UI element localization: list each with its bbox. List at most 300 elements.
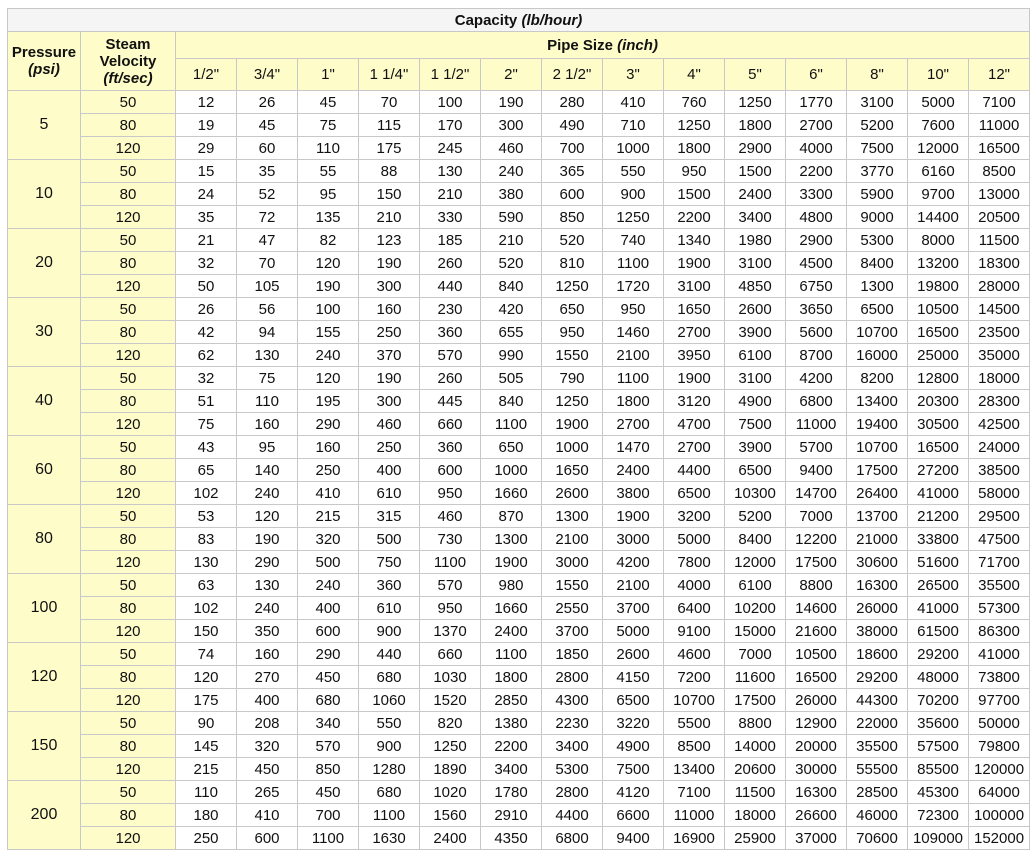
capacity-cell: 740 <box>603 229 664 252</box>
capacity-cell: 2600 <box>603 643 664 666</box>
table-row <box>8 459 1030 482</box>
capacity-cell: 10500 <box>786 643 847 666</box>
capacity-cell: 2910 <box>481 804 542 827</box>
capacity-cell: 79800 <box>969 735 1030 758</box>
table-title <box>8 9 1030 32</box>
capacity-cell: 1900 <box>603 505 664 528</box>
capacity-cell: 19 <box>176 114 237 137</box>
capacity-cell: 9000 <box>847 206 908 229</box>
capacity-cell: 12900 <box>786 712 847 735</box>
capacity-cell: 790 <box>542 367 603 390</box>
capacity-cell: 500 <box>298 551 359 574</box>
table-row <box>8 160 1030 183</box>
capacity-cell: 450 <box>298 781 359 804</box>
capacity-cell: 850 <box>542 206 603 229</box>
capacity-cell: 190 <box>237 528 298 551</box>
capacity-cell: 41000 <box>908 482 969 505</box>
capacity-cell: 160 <box>298 436 359 459</box>
velocity-cell: 80 <box>81 114 176 137</box>
capacity-cell: 7500 <box>603 758 664 781</box>
capacity-cell: 120 <box>176 666 237 689</box>
capacity-cell: 5900 <box>847 183 908 206</box>
capacity-cell: 600 <box>298 620 359 643</box>
capacity-cell: 1460 <box>603 321 664 344</box>
capacity-cell: 2850 <box>481 689 542 712</box>
capacity-cell: 13400 <box>664 758 725 781</box>
capacity-cell: 21000 <box>847 528 908 551</box>
capacity-cell: 83 <box>176 528 237 551</box>
capacity-cell: 26500 <box>908 574 969 597</box>
capacity-cell: 30500 <box>908 413 969 436</box>
capacity-cell: 210 <box>420 183 481 206</box>
capacity-cell: 4700 <box>664 413 725 436</box>
capacity-cell: 45300 <box>908 781 969 804</box>
capacity-cell: 13000 <box>969 183 1030 206</box>
capacity-cell: 65 <box>176 459 237 482</box>
capacity-cell: 8800 <box>786 574 847 597</box>
table-row <box>8 275 1030 298</box>
velocity-cell: 120 <box>81 827 176 850</box>
capacity-cell: 1800 <box>664 137 725 160</box>
capacity-cell: 130 <box>237 574 298 597</box>
capacity-cell: 2200 <box>481 735 542 758</box>
capacity-cell: 1250 <box>542 275 603 298</box>
table-row <box>8 436 1030 459</box>
pressure-cell: 60 <box>8 436 81 505</box>
capacity-cell: 5500 <box>664 712 725 735</box>
capacity-cell: 600 <box>420 459 481 482</box>
pipe-size-cell: 4" <box>664 59 725 91</box>
capacity-cell: 8500 <box>969 160 1030 183</box>
capacity-cell: 215 <box>298 505 359 528</box>
capacity-cell: 19800 <box>908 275 969 298</box>
capacity-cell: 11000 <box>786 413 847 436</box>
capacity-cell: 445 <box>420 390 481 413</box>
velocity-cell: 120 <box>81 344 176 367</box>
capacity-cell: 680 <box>298 689 359 712</box>
capacity-cell: 660 <box>420 643 481 666</box>
capacity-cell: 8700 <box>786 344 847 367</box>
capacity-cell: 75 <box>298 114 359 137</box>
capacity-cell: 150 <box>176 620 237 643</box>
capacity-cell: 4800 <box>786 206 847 229</box>
capacity-cell: 550 <box>603 160 664 183</box>
pipe-size-cell: 6" <box>786 59 847 91</box>
capacity-cell: 70600 <box>847 827 908 850</box>
capacity-cell: 950 <box>603 298 664 321</box>
capacity-cell: 3100 <box>847 91 908 114</box>
capacity-cell: 215 <box>176 758 237 781</box>
table-row <box>8 206 1030 229</box>
capacity-cell: 73800 <box>969 666 1030 689</box>
capacity-cell: 44300 <box>847 689 908 712</box>
capacity-cell: 600 <box>542 183 603 206</box>
capacity-cell: 3000 <box>542 551 603 574</box>
capacity-cell: 2100 <box>542 528 603 551</box>
capacity-cell: 2800 <box>542 666 603 689</box>
capacity-cell: 5600 <box>786 321 847 344</box>
pressure-cell: 20 <box>8 229 81 298</box>
capacity-cell: 16500 <box>969 137 1030 160</box>
velocity-cell: 80 <box>81 252 176 275</box>
capacity-cell: 1100 <box>603 252 664 275</box>
capacity-cell: 32 <box>176 367 237 390</box>
capacity-cell: 16500 <box>786 666 847 689</box>
capacity-cell: 3900 <box>725 321 786 344</box>
capacity-cell: 208 <box>237 712 298 735</box>
velocity-cell: 120 <box>81 137 176 160</box>
capacity-cell: 28000 <box>969 275 1030 298</box>
capacity-cell: 490 <box>542 114 603 137</box>
capacity-cell: 21 <box>176 229 237 252</box>
capacity-cell: 2600 <box>542 482 603 505</box>
capacity-cell: 360 <box>420 321 481 344</box>
capacity-cell: 72300 <box>908 804 969 827</box>
capacity-cell: 6800 <box>786 390 847 413</box>
capacity-cell: 1100 <box>481 643 542 666</box>
capacity-cell: 1890 <box>420 758 481 781</box>
capacity-cell: 6600 <box>603 804 664 827</box>
table-row <box>8 574 1030 597</box>
capacity-cell: 10500 <box>908 298 969 321</box>
capacity-cell: 155 <box>298 321 359 344</box>
pressure-cell: 100 <box>8 574 81 643</box>
capacity-cell: 810 <box>542 252 603 275</box>
capacity-cell: 2700 <box>603 413 664 436</box>
capacity-cell: 1000 <box>542 436 603 459</box>
capacity-cell: 28500 <box>847 781 908 804</box>
capacity-cell: 1500 <box>664 183 725 206</box>
capacity-cell: 13700 <box>847 505 908 528</box>
capacity-cell: 120 <box>298 252 359 275</box>
capacity-cell: 75 <box>237 367 298 390</box>
capacity-cell: 26400 <box>847 482 908 505</box>
capacity-cell: 46000 <box>847 804 908 827</box>
pipe-size-cell: 2" <box>481 59 542 91</box>
capacity-cell: 2230 <box>542 712 603 735</box>
velocity-cell: 50 <box>81 160 176 183</box>
capacity-cell: 32 <box>176 252 237 275</box>
table-row <box>8 689 1030 712</box>
capacity-cell: 195 <box>298 390 359 413</box>
capacity-cell: 600 <box>237 827 298 850</box>
pressure-header-label: Pressure <box>11 44 77 61</box>
capacity-cell: 16900 <box>664 827 725 850</box>
capacity-cell: 360 <box>359 574 420 597</box>
capacity-cell: 3400 <box>481 758 542 781</box>
table-row <box>8 413 1030 436</box>
capacity-cell: 17500 <box>847 459 908 482</box>
capacity-cell: 15 <box>176 160 237 183</box>
table-row <box>8 137 1030 160</box>
capacity-cell: 440 <box>359 643 420 666</box>
capacity-cell: 1900 <box>481 551 542 574</box>
capacity-cell: 14400 <box>908 206 969 229</box>
capacity-cell: 760 <box>664 91 725 114</box>
table-row <box>8 781 1030 804</box>
capacity-cell: 4350 <box>481 827 542 850</box>
capacity-cell: 100000 <box>969 804 1030 827</box>
capacity-cell: 570 <box>420 344 481 367</box>
capacity-cell: 3120 <box>664 390 725 413</box>
capacity-cell: 1500 <box>725 160 786 183</box>
capacity-cell: 2700 <box>786 114 847 137</box>
capacity-cell: 26 <box>176 298 237 321</box>
capacity-cell: 1770 <box>786 91 847 114</box>
capacity-cell: 3100 <box>725 367 786 390</box>
capacity-cell: 12000 <box>908 137 969 160</box>
table-title-text: Capacity <box>454 11 522 29</box>
capacity-cell: 280 <box>542 91 603 114</box>
capacity-cell: 400 <box>359 459 420 482</box>
capacity-cell: 2200 <box>786 160 847 183</box>
capacity-cell: 210 <box>359 206 420 229</box>
capacity-cell: 51 <box>176 390 237 413</box>
velocity-cell: 120 <box>81 413 176 436</box>
capacity-cell: 8400 <box>725 528 786 551</box>
capacity-cell: 12200 <box>786 528 847 551</box>
capacity-cell: 12800 <box>908 367 969 390</box>
capacity-cell: 18000 <box>969 367 1030 390</box>
capacity-cell: 4850 <box>725 275 786 298</box>
capacity-cell: 55500 <box>847 758 908 781</box>
capacity-cell: 4600 <box>664 643 725 666</box>
pipe-size-cell: 2 1/2" <box>542 59 603 91</box>
capacity-cell: 245 <box>420 137 481 160</box>
capacity-cell: 250 <box>359 436 420 459</box>
capacity-cell: 700 <box>542 137 603 160</box>
velocity-cell: 50 <box>81 298 176 321</box>
capacity-cell: 1030 <box>420 666 481 689</box>
capacity-cell: 330 <box>420 206 481 229</box>
capacity-cell: 2400 <box>603 459 664 482</box>
capacity-cell: 1660 <box>481 597 542 620</box>
capacity-cell: 61500 <box>908 620 969 643</box>
velocity-cell: 80 <box>81 183 176 206</box>
capacity-cell: 1100 <box>298 827 359 850</box>
pipe-size-cell: 1" <box>298 59 359 91</box>
capacity-cell: 240 <box>237 597 298 620</box>
table-row <box>8 528 1030 551</box>
capacity-cell: 13400 <box>847 390 908 413</box>
velocity-cell: 50 <box>81 91 176 114</box>
capacity-cell: 610 <box>359 482 420 505</box>
capacity-cell: 360 <box>420 436 481 459</box>
capacity-cell: 123 <box>359 229 420 252</box>
capacity-cell: 185 <box>420 229 481 252</box>
capacity-cell: 290 <box>298 413 359 436</box>
capacity-cell: 230 <box>420 298 481 321</box>
capacity-cell: 28300 <box>969 390 1030 413</box>
velocity-cell: 120 <box>81 689 176 712</box>
capacity-cell: 410 <box>298 482 359 505</box>
capacity-cell: 6500 <box>725 459 786 482</box>
table-row <box>8 620 1030 643</box>
capacity-cell: 88 <box>359 160 420 183</box>
capacity-cell: 5700 <box>786 436 847 459</box>
capacity-cell: 1100 <box>420 551 481 574</box>
capacity-cell: 4400 <box>664 459 725 482</box>
pressure-cell: 200 <box>8 781 81 850</box>
capacity-cell: 13200 <box>908 252 969 275</box>
capacity-cell: 30000 <box>786 758 847 781</box>
capacity-cell: 5000 <box>603 620 664 643</box>
pipe-size-header-label: Pipe Size <box>547 36 618 54</box>
velocity-cell: 50 <box>81 643 176 666</box>
capacity-cell: 120000 <box>969 758 1030 781</box>
capacity-cell: 6750 <box>786 275 847 298</box>
pressure-header <box>8 32 81 91</box>
capacity-cell: 42500 <box>969 413 1030 436</box>
capacity-cell: 1550 <box>542 344 603 367</box>
capacity-cell: 3400 <box>725 206 786 229</box>
capacity-cell: 35500 <box>969 574 1030 597</box>
capacity-cell: 1000 <box>481 459 542 482</box>
capacity-cell: 315 <box>359 505 420 528</box>
capacity-cell: 1250 <box>603 206 664 229</box>
capacity-cell: 6100 <box>725 574 786 597</box>
capacity-cell: 53 <box>176 505 237 528</box>
capacity-cell: 660 <box>420 413 481 436</box>
capacity-cell: 950 <box>420 597 481 620</box>
capacity-cell: 9400 <box>603 827 664 850</box>
capacity-cell: 120 <box>298 367 359 390</box>
velocity-cell: 120 <box>81 206 176 229</box>
capacity-cell: 2400 <box>481 620 542 643</box>
table-row <box>8 298 1030 321</box>
capacity-cell: 2100 <box>603 344 664 367</box>
capacity-cell: 2700 <box>664 436 725 459</box>
capacity-cell: 50000 <box>969 712 1030 735</box>
capacity-cell: 650 <box>481 436 542 459</box>
table-row <box>8 666 1030 689</box>
capacity-cell: 1100 <box>359 804 420 827</box>
capacity-cell: 1900 <box>664 367 725 390</box>
capacity-cell: 130 <box>420 160 481 183</box>
capacity-cell: 990 <box>481 344 542 367</box>
capacity-cell: 7200 <box>664 666 725 689</box>
capacity-cell: 35000 <box>969 344 1030 367</box>
capacity-cell: 16300 <box>786 781 847 804</box>
capacity-cell: 3700 <box>542 620 603 643</box>
capacity-cell: 48000 <box>908 666 969 689</box>
capacity-cell: 11600 <box>725 666 786 689</box>
capacity-cell: 105 <box>237 275 298 298</box>
capacity-cell: 52 <box>237 183 298 206</box>
capacity-cell: 3700 <box>603 597 664 620</box>
capacity-cell: 82 <box>298 229 359 252</box>
capacity-cell: 10700 <box>847 436 908 459</box>
capacity-cell: 2800 <box>542 781 603 804</box>
capacity-cell: 14000 <box>725 735 786 758</box>
capacity-cell: 1800 <box>481 666 542 689</box>
capacity-cell: 1550 <box>542 574 603 597</box>
capacity-cell: 680 <box>359 781 420 804</box>
capacity-cell: 6500 <box>664 482 725 505</box>
capacity-cell: 102 <box>176 482 237 505</box>
capacity-cell: 450 <box>237 758 298 781</box>
capacity-cell: 190 <box>359 367 420 390</box>
capacity-cell: 520 <box>542 229 603 252</box>
capacity-cell: 400 <box>298 597 359 620</box>
capacity-cell: 6500 <box>847 298 908 321</box>
capacity-cell: 43 <box>176 436 237 459</box>
capacity-cell: 170 <box>420 114 481 137</box>
capacity-cell: 25000 <box>908 344 969 367</box>
capacity-cell: 175 <box>176 689 237 712</box>
table-row <box>8 597 1030 620</box>
capacity-cell: 6800 <box>542 827 603 850</box>
capacity-cell: 16000 <box>847 344 908 367</box>
capacity-cell: 12000 <box>725 551 786 574</box>
capacity-cell: 370 <box>359 344 420 367</box>
velocity-cell: 50 <box>81 229 176 252</box>
capacity-cell: 152000 <box>969 827 1030 850</box>
capacity-cell: 190 <box>481 91 542 114</box>
pressure-cell: 10 <box>8 160 81 229</box>
capacity-cell: 145 <box>176 735 237 758</box>
capacity-cell: 1060 <box>359 689 420 712</box>
capacity-cell: 4200 <box>786 367 847 390</box>
capacity-cell: 45 <box>237 114 298 137</box>
capacity-cell: 29500 <box>969 505 1030 528</box>
capacity-cell: 130 <box>237 344 298 367</box>
capacity-cell: 5000 <box>908 91 969 114</box>
table-row <box>8 229 1030 252</box>
table-row <box>8 505 1030 528</box>
pipe-size-cell: 12" <box>969 59 1030 91</box>
capacity-cell: 505 <box>481 367 542 390</box>
capacity-cell: 110 <box>176 781 237 804</box>
velocity-cell: 120 <box>81 620 176 643</box>
capacity-cell: 570 <box>298 735 359 758</box>
capacity-cell: 590 <box>481 206 542 229</box>
capacity-cell: 250 <box>359 321 420 344</box>
capacity-cell: 710 <box>603 114 664 137</box>
pressure-cell: 80 <box>8 505 81 574</box>
capacity-cell: 4900 <box>603 735 664 758</box>
capacity-cell: 7000 <box>786 505 847 528</box>
capacity-cell: 25900 <box>725 827 786 850</box>
capacity-cell: 240 <box>481 160 542 183</box>
capacity-cell: 29200 <box>847 666 908 689</box>
capacity-cell: 109000 <box>908 827 969 850</box>
capacity-cell: 19400 <box>847 413 908 436</box>
table-row <box>8 551 1030 574</box>
capacity-cell: 70 <box>237 252 298 275</box>
capacity-cell: 8500 <box>664 735 725 758</box>
velocity-cell: 50 <box>81 505 176 528</box>
capacity-cell: 4200 <box>603 551 664 574</box>
velocity-cell: 120 <box>81 275 176 298</box>
capacity-cell: 290 <box>237 551 298 574</box>
capacity-cell: 820 <box>420 712 481 735</box>
pipe-size-header <box>176 32 1030 59</box>
velocity-cell: 80 <box>81 390 176 413</box>
table-row <box>8 712 1030 735</box>
capacity-cell: 20600 <box>725 758 786 781</box>
velocity-cell: 80 <box>81 597 176 620</box>
capacity-cell: 160 <box>237 643 298 666</box>
capacity-cell: 1650 <box>542 459 603 482</box>
capacity-cell: 1630 <box>359 827 420 850</box>
table-row <box>8 321 1030 344</box>
capacity-cell: 1720 <box>603 275 664 298</box>
velocity-cell: 120 <box>81 482 176 505</box>
capacity-cell: 85500 <box>908 758 969 781</box>
capacity-cell: 7500 <box>847 137 908 160</box>
capacity-cell: 900 <box>603 183 664 206</box>
